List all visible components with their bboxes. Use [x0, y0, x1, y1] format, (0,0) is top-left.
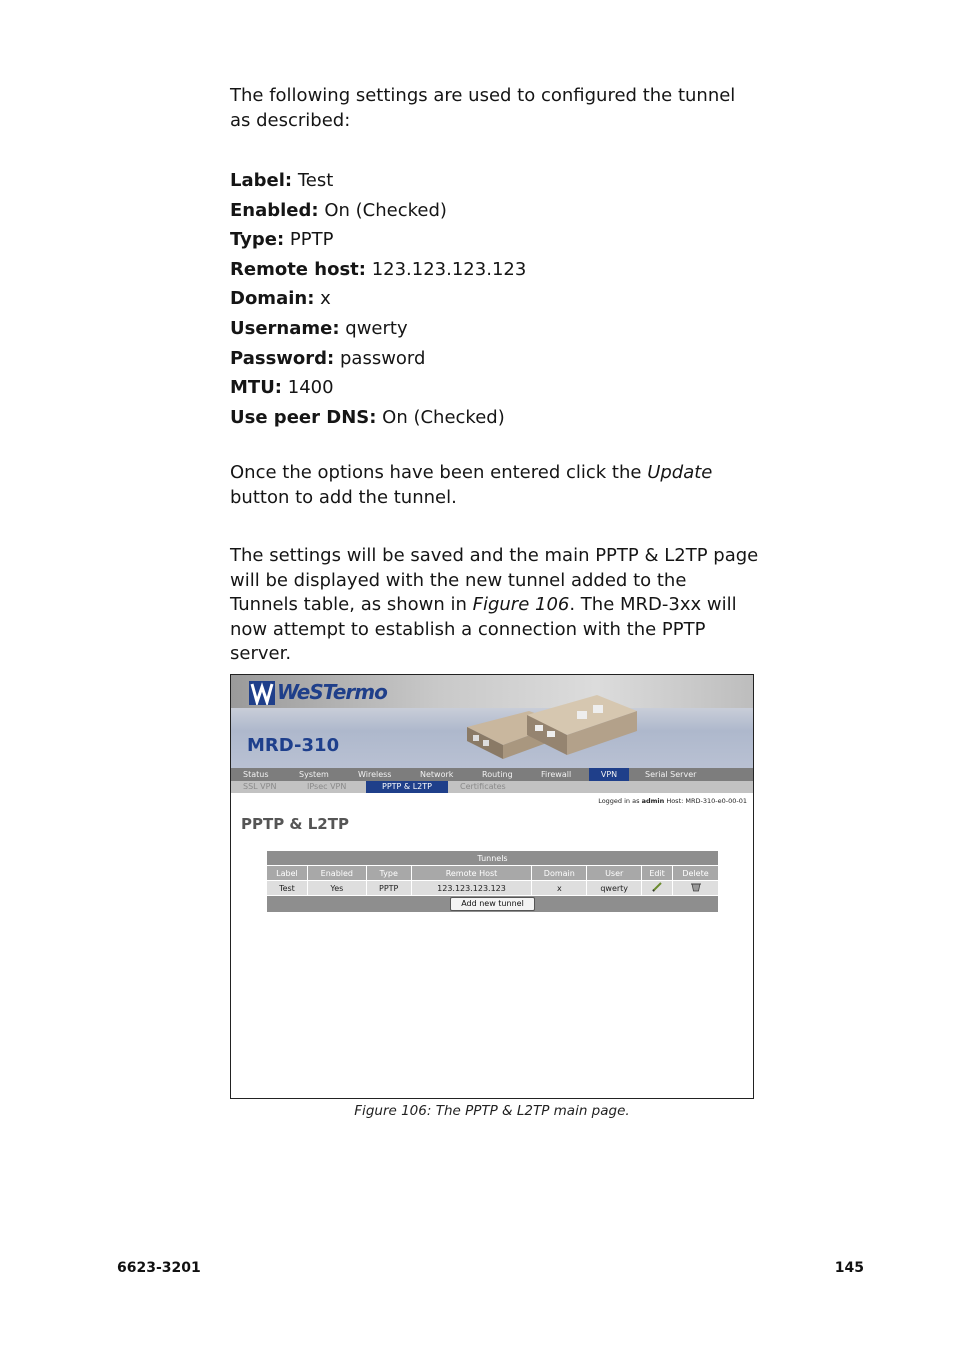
edit-pencil-icon[interactable] [651, 882, 663, 892]
page-title: PPTP & L2TP [241, 815, 349, 833]
nav-status[interactable]: Status [243, 770, 269, 779]
setting-username: Username: qwerty [230, 317, 408, 339]
subnav-ipsec-vpn[interactable]: IPsec VPN [307, 782, 347, 791]
logged-in-status: Logged in as admin Host: MRD-310-e0-00-01 [598, 797, 747, 805]
setting-enabled: Enabled: On (Checked) [230, 199, 447, 221]
setting-mtu: MTU: 1400 [230, 377, 334, 399]
cell-remote-host: 123.123.123.123 [411, 881, 532, 896]
subnav-pptp-l2tp[interactable]: PPTP & L2TP [366, 781, 448, 793]
page-number: 145 [834, 1260, 864, 1276]
table-row [267, 881, 719, 896]
col-header-domain: Domain [532, 866, 587, 881]
col-header-enabled: Enabled [307, 866, 366, 881]
figure-screenshot [230, 674, 754, 1099]
intro-paragraph [230, 84, 760, 133]
col-header-user: User [587, 866, 642, 881]
cell-enabled: Yes [307, 881, 366, 896]
setting-password: Password: password [230, 347, 426, 369]
col-header-edit: Edit [642, 866, 673, 881]
intro-text: The following settings are used to configured the tunnel as described: [230, 85, 736, 131]
cell-domain: x [532, 881, 587, 896]
nav-system[interactable]: System [299, 770, 329, 779]
cell-type: PPTP [366, 881, 411, 896]
nav-routing[interactable]: Routing [482, 770, 513, 779]
col-header-label: Label [267, 866, 308, 881]
subnav-certificates[interactable]: Certificates [460, 782, 506, 791]
nav-wireless[interactable]: Wireless [358, 770, 392, 779]
nav-network[interactable]: Network [420, 770, 454, 779]
setting-remote-host: Remote host: 123.123.123.123 [230, 258, 527, 280]
setting-domain: Domain: x [230, 288, 331, 310]
table-caption: Tunnels [267, 851, 719, 866]
delete-bin-icon[interactable] [690, 882, 702, 892]
nav-firewall[interactable]: Firewall [541, 770, 572, 779]
main-nav [231, 768, 753, 781]
header-banner [231, 675, 753, 768]
cell-edit [642, 881, 673, 896]
nav-vpn[interactable]: VPN [589, 768, 629, 781]
device-image-icon [521, 691, 641, 757]
col-header-type: Type [366, 866, 411, 881]
subnav-ssl-vpn[interactable]: SSL VPN [243, 782, 277, 791]
westermo-logo: WeSTermo [233, 677, 367, 706]
result-paragraph: The settings will be saved and the main PPTP & L2TP page will be displayed with the new tunnel added to the Tunnels table, as shown in Figure 106. The MRD-3xx will now attempt to establish a connection with the PPTP server. [230, 545, 759, 664]
nav-serial-server[interactable]: Serial Server [645, 770, 697, 779]
update-paragraph: Once the options have been entered click the Update button to add the tunnel. [230, 462, 713, 508]
setting-type: Type: PPTP [230, 229, 334, 251]
logo-mark-icon [249, 681, 275, 705]
table-footer [267, 896, 719, 913]
sub-nav [231, 781, 753, 793]
model-name: MRD-310 [247, 735, 340, 756]
document-number: 6623-3201 [117, 1260, 201, 1276]
figure-caption: Figure 106: The PPTP & L2TP main page. [354, 1103, 630, 1119]
settings-list [230, 166, 760, 432]
add-new-tunnel-button[interactable]: Add new tunnel [450, 897, 535, 911]
setting-label: Label: Test [230, 170, 334, 191]
cell-label: Test [267, 881, 308, 896]
tunnels-table [266, 850, 719, 913]
cell-delete [673, 881, 719, 896]
setting-use-peer-dns: Use peer DNS: On (Checked) [230, 406, 505, 428]
cell-user: qwerty [587, 881, 642, 896]
col-header-delete: Delete [673, 866, 719, 881]
col-header-remote-host: Remote Host [411, 866, 532, 881]
